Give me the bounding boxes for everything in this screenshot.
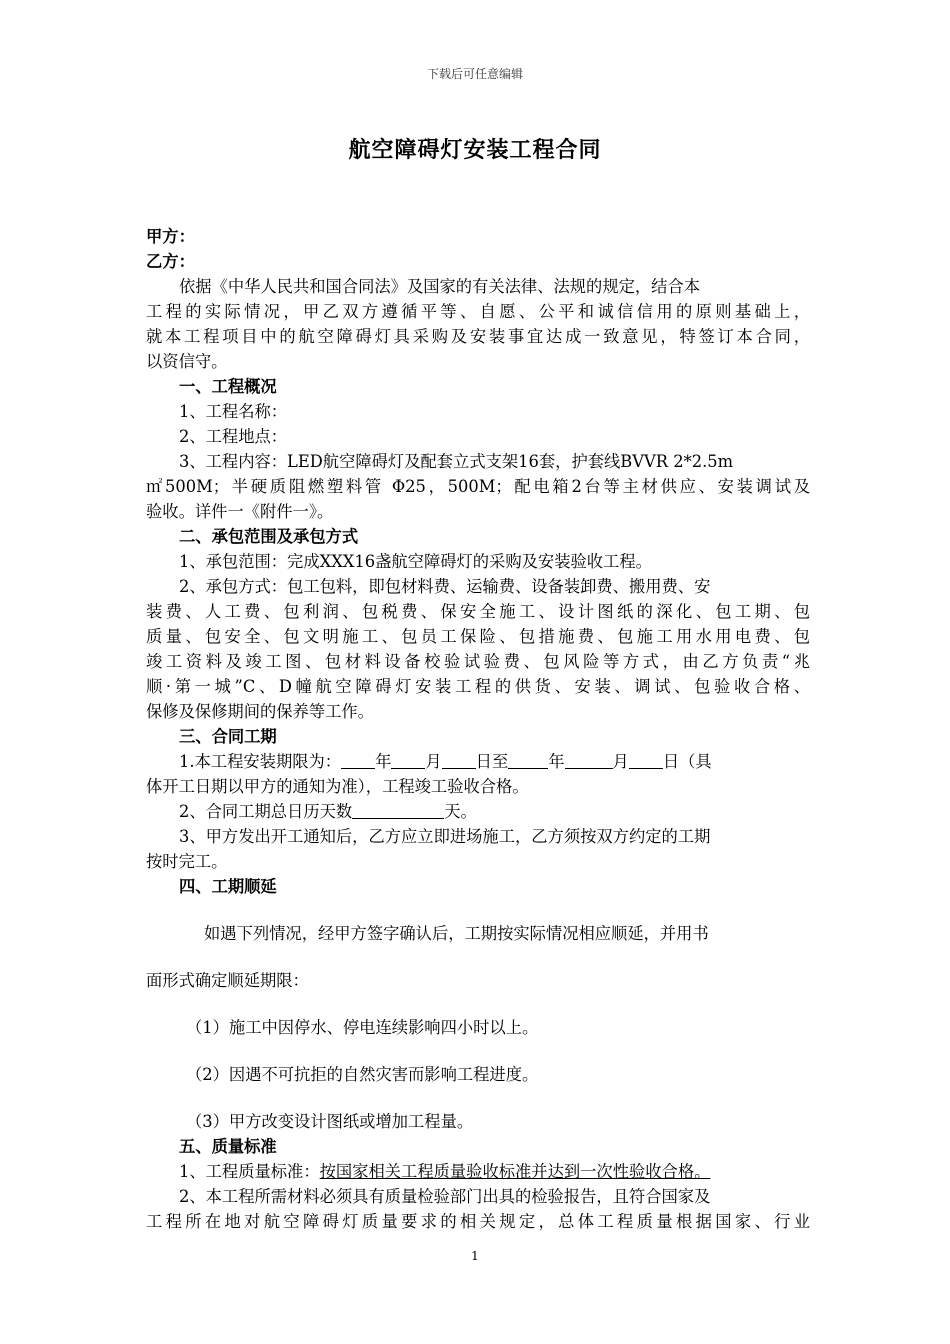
header-note: 下载后可任意编辑 (426, 67, 523, 81)
month-label: 月 (612, 752, 629, 771)
quality-standard-line (146, 1159, 810, 1184)
document-title: 航空障碍灯安装工程合同 (348, 137, 602, 163)
paragraph-line: 1、工程名称： (179, 402, 288, 421)
day-to-label: 日至 (475, 752, 509, 771)
document-body (146, 224, 810, 1234)
blank-field (629, 752, 663, 769)
schedule-prefix: 1.本工程安装期限为： (179, 752, 342, 771)
blank-field (565, 752, 613, 769)
year-label: 年 (375, 752, 392, 771)
intro-line: 以资信守。 (146, 352, 228, 371)
section-heading: 五、质量标准 (179, 1137, 277, 1156)
party-a-label: 甲方： (146, 227, 195, 246)
calendar-days-suffix: 天。 (444, 802, 477, 821)
blank-field (391, 752, 425, 769)
month-label: 月 (425, 752, 442, 771)
calendar-days-line (146, 799, 810, 824)
paragraph-line: 2、承包方式：包工包料，即包材料费、运输费、设备装卸费、搬用费、安 (179, 577, 711, 596)
day-label: 日（具 (662, 752, 712, 771)
list-item: （3）甲方改变设计图纸或增加工程量。 (186, 1112, 474, 1131)
page-number: 1 (471, 1249, 479, 1263)
paragraph-line: 竣工资料及竣工图、包材料设备校验试验费、包风险等方式，由乙方负责“兆 (146, 652, 810, 671)
paragraph-line: 验收。详件一《附件一》。 (146, 502, 334, 521)
section-heading: 二、承包范围及承包方式 (179, 527, 359, 546)
paragraph-line: 1、承包范围：完成XXX16盏航空障碍灯的采购及安装验收工程。 (179, 552, 652, 571)
blank-field (352, 802, 444, 819)
section-heading: 一、工程概况 (179, 377, 277, 396)
paragraph-line: 工程所在地对航空障碍灯质量要求的相关规定，总体工程质量根据国家、行业 (146, 1212, 810, 1231)
intro-line: 依据《中华人民共和国合同法》及国家的有关法律、法规的规定，结合本 (179, 277, 701, 296)
quality-standard-value: 按国家相关工程质量验收标准并达到一次性验收合格。 (319, 1162, 711, 1181)
paragraph-line: 装费、人工费、包利润、包税费、保安全施工、设计图纸的深化、包工期、包 (146, 602, 810, 621)
list-item: （2）因遇不可抗拒的自然灾害而影响工程进度。 (186, 1065, 539, 1084)
intro-line: 就本工程项目中的航空障碍灯具采购及安装事宜达成一致意见，特签订本合同， (146, 327, 810, 346)
blank-field (341, 752, 375, 769)
blank-field (508, 752, 548, 769)
list-item: （1）施工中因停水、停电连续影响四小时以上。 (186, 1018, 539, 1037)
calendar-days-prefix: 2、合同工期总日历天数 (179, 802, 353, 821)
paragraph-line: 2、工程地点： (179, 427, 288, 446)
paragraph-line: 保修及保修期间的保养等工作。 (146, 702, 374, 721)
year-label: 年 (548, 752, 565, 771)
intro-line: 工程的实际情况，甲乙双方遵循平等、自愿、公平和诚信信用的原则基础上， (146, 302, 810, 321)
paragraph-line: 3、工程内容：LED航空障碍灯及配套立式支架16套，护套线BVVR 2*2.5m (179, 452, 734, 471)
schedule-line (146, 749, 810, 774)
paragraph-line: 3、甲方发出开工通知后，乙方应立即进场施工，乙方须按双方约定的工期 (179, 827, 711, 846)
paragraph-line: 质量、包安全、包文明施工、包员工保险、包措施费、包施工用水用电费、包 (146, 627, 810, 646)
blank-field (442, 752, 476, 769)
section-heading: 三、合同工期 (179, 727, 277, 746)
paragraph-line: 按时完工。 (146, 852, 228, 871)
paragraph-line: 如遇下列情况，经甲方签字确认后，工期按实际情况相应顺延，并用书 (204, 924, 709, 943)
paragraph-line: 面形式确定顺延期限： (146, 971, 309, 990)
paragraph-line: 2、本工程所需材料必须具有质量检验部门出具的检验报告，且符合国家及 (179, 1187, 711, 1206)
paragraph-line: ㎡500M；半硬质阻燃塑料管 Φ25，500M；配电箱2台等主材供应、安装调试及 (146, 477, 810, 496)
party-b-label: 乙方： (146, 252, 195, 271)
paragraph-line: 体开工日期以甲方的通知为准），工程竣工验收合格。 (146, 777, 529, 796)
section-heading: 四、工期顺延 (179, 877, 277, 896)
quality-standard-label: 1、工程质量标准： (179, 1162, 320, 1181)
paragraph-line: 顺·第一城”C、D幢航空障碍灯安装工程的供货、安装、调试、包验收合格、 (146, 677, 810, 696)
